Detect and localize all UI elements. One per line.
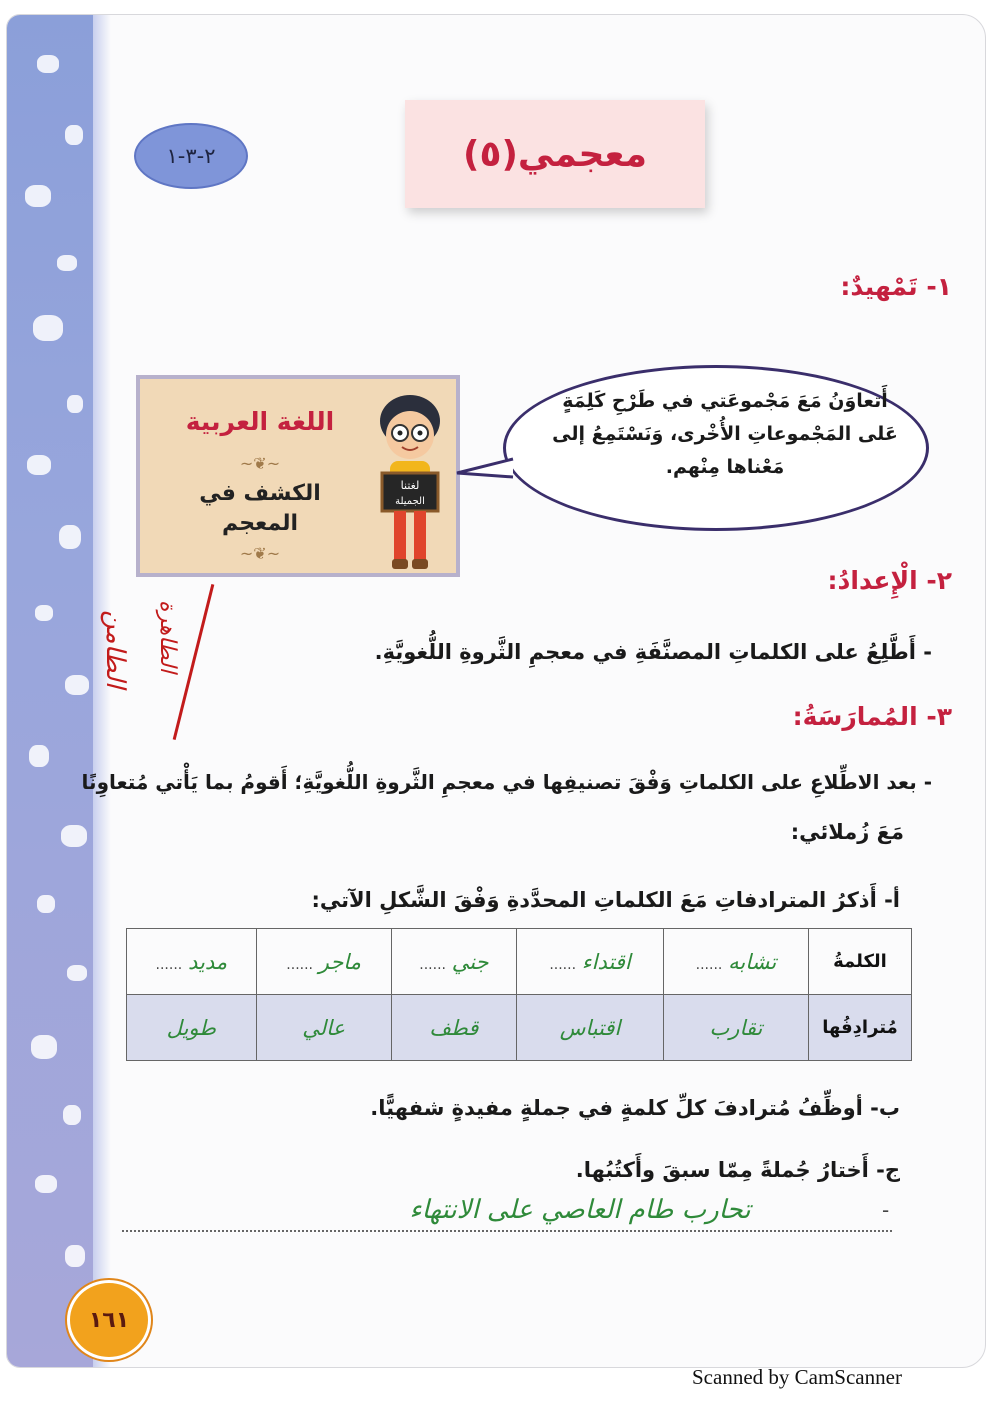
answer-dash: - bbox=[882, 1198, 890, 1222]
handwritten-word: اقتداء bbox=[581, 949, 631, 974]
table-cell[interactable] bbox=[256, 995, 391, 1061]
intro-heading: ١- تَمْهيدٌ: bbox=[840, 272, 952, 301]
handwritten-word: طويل bbox=[166, 1015, 216, 1040]
lesson-code: ٢-٣-١ bbox=[166, 144, 216, 168]
margin-handwriting: الطاهرة bbox=[155, 600, 180, 673]
answer-dotted-line[interactable] bbox=[122, 1228, 892, 1232]
dotted-blank: ...... bbox=[549, 956, 577, 973]
page-number-badge bbox=[67, 1280, 151, 1360]
handwritten-word: اقتباس bbox=[559, 1015, 621, 1040]
practice-instruction-line1: - بعد الاطِّلاعِ على الكلماتِ وَفْقَ تصنيفِها في معجمِ الثَّروةِ اللُّغويَّةِ؛ أَقومُ بما يَأْتي مُتعاوِنًا bbox=[81, 770, 932, 794]
practice-heading: ٣- المُمارَسَةُ: bbox=[792, 702, 952, 731]
handwritten-word: ماجر bbox=[318, 949, 361, 974]
page-number: ١٦١ bbox=[88, 1307, 130, 1333]
practice-instruction-line2: مَعَ زُملائي: bbox=[790, 820, 904, 844]
task-b: ب- أوظِّفُ مُترادفَ كلِّ كلمةٍ في جملةٍ مفيدةٍ شفهيًّا. bbox=[370, 1096, 900, 1120]
boy-character-icon bbox=[362, 387, 458, 575]
handwritten-word: تقارب bbox=[709, 1015, 763, 1040]
poster-subtitle-line2: المعجم bbox=[221, 511, 299, 536]
bubble-line: عَلى المَجْموعاتِ الأُخْرى، وَنَسْتَمِعُ إلى bbox=[552, 423, 898, 445]
task-a: أ- أَذكرُ المترادفاتِ مَعَ الكلماتِ المحدَّدةِ وَفْقَ الشَّكلِ الآتي: bbox=[311, 888, 900, 912]
handwritten-word: جني bbox=[451, 949, 489, 974]
dotted-blank: ...... bbox=[419, 956, 446, 973]
table-row bbox=[127, 929, 912, 995]
table-cell[interactable] bbox=[391, 995, 517, 1061]
scanner-watermark: Scanned by CamScanner bbox=[692, 1365, 902, 1389]
dotted-blank: ...... bbox=[695, 956, 723, 973]
margin-handwriting: الطامن bbox=[100, 610, 130, 689]
bubble-line: مَعْناها مِنْهم. bbox=[665, 456, 785, 478]
decorative-side-rail bbox=[7, 15, 99, 1367]
table-cell[interactable] bbox=[663, 929, 808, 995]
bubble-line: أَتعاوَنُ مَعَ مَجْموعَتي في طَرْحِ كَلِمَةٍ bbox=[562, 390, 888, 412]
table-cell[interactable] bbox=[127, 995, 257, 1061]
table-cell[interactable] bbox=[391, 929, 517, 995]
task-c: ج- أَختارُ جُملةً مِمّا سبقَ وأَكتُبُها. bbox=[575, 1158, 900, 1182]
handwritten-word: عالي bbox=[302, 1015, 346, 1040]
table-cell[interactable] bbox=[256, 929, 391, 995]
dotted-blank: ...... bbox=[155, 956, 183, 973]
table-cell[interactable] bbox=[517, 995, 664, 1061]
prep-instruction: - أَطَّلِعُ على الكلماتِ المصنَّفَةِ في معجمِ الثَّروةِ اللُّغويَّةِ. bbox=[374, 640, 932, 664]
handwritten-word: قطف bbox=[429, 1015, 479, 1040]
poster-subtitle bbox=[175, 479, 345, 539]
lesson-code-badge bbox=[134, 123, 248, 189]
handwritten-word: تشابه bbox=[728, 949, 777, 974]
poster-title: اللغة العربية bbox=[185, 407, 335, 436]
svg-text:لغتنا: لغتنا bbox=[400, 479, 420, 492]
table-row bbox=[127, 995, 912, 1061]
table-cell[interactable] bbox=[517, 929, 664, 995]
table-cell[interactable] bbox=[127, 929, 257, 995]
dotted-blank: ...... bbox=[286, 956, 313, 973]
table-header-synonym: مُترادِفُها bbox=[809, 995, 912, 1061]
lesson-poster bbox=[136, 375, 460, 577]
svg-text:الجميلة: الجميلة bbox=[395, 496, 425, 507]
rail-edge-gradient bbox=[93, 15, 111, 1367]
prep-heading: ٢- الْإِعدادُ: bbox=[827, 566, 952, 595]
poster-subtitle-line1: الكشف في bbox=[199, 481, 321, 506]
handwritten-word: مديد bbox=[187, 949, 228, 974]
synonyms-table bbox=[126, 928, 912, 1061]
table-header-word: الكلمةُ bbox=[809, 929, 912, 995]
ornament-icon: ~❦~ bbox=[239, 454, 281, 473]
speech-bubble-text bbox=[540, 385, 910, 484]
handwritten-answer: تحارب طام العاصي على الانتهاء bbox=[409, 1195, 751, 1225]
ornament-icon: ~❦~ bbox=[239, 544, 281, 563]
speech-bubble-tail bbox=[455, 455, 515, 485]
title-card bbox=[405, 100, 705, 208]
table-cell[interactable] bbox=[663, 995, 808, 1061]
page-title: معجمي(٥) bbox=[463, 133, 648, 175]
